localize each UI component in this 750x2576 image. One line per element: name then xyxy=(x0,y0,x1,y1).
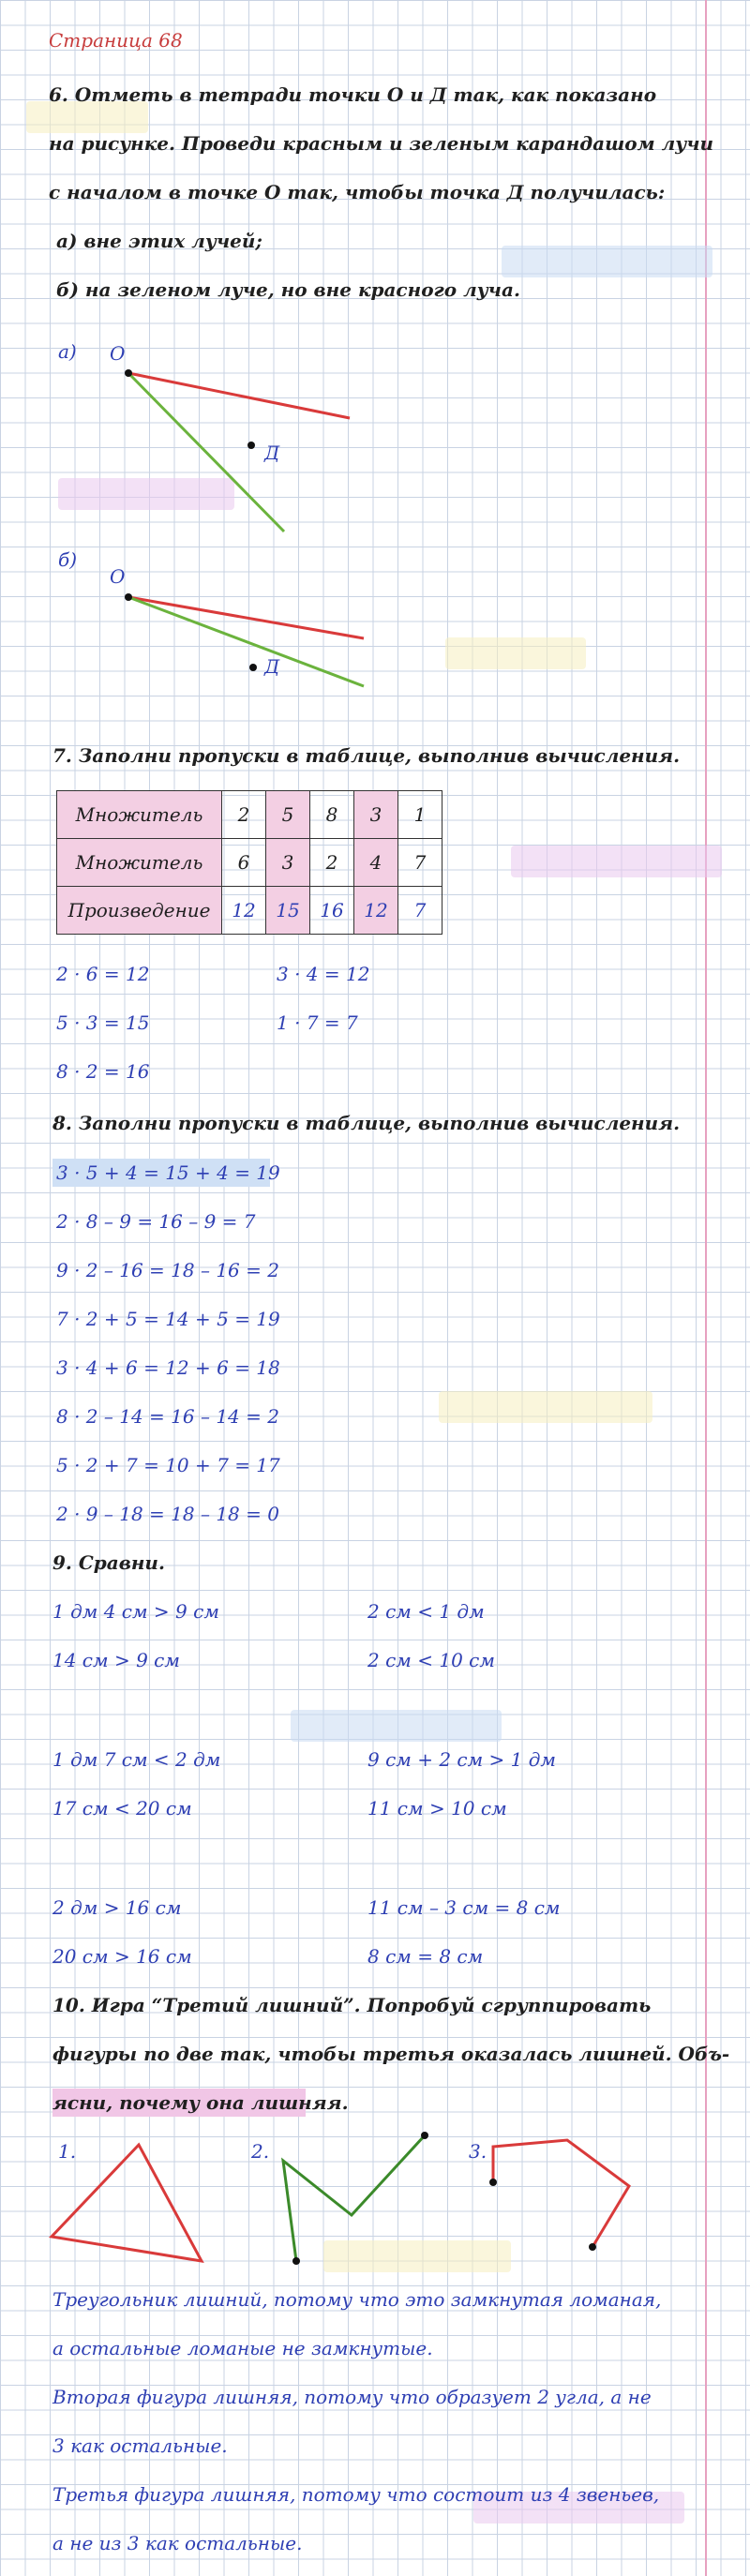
calc-line: 9 · 2 – 16 = 18 – 16 = 2 xyxy=(56,1259,279,1281)
table-cell: 3 xyxy=(266,839,310,887)
table-row xyxy=(57,839,442,887)
broken-line-figure-2 xyxy=(283,2135,425,2261)
compare-line: 2 см < 1 дм xyxy=(368,1600,485,1623)
broken-line-figure-3 xyxy=(493,2140,629,2247)
calc-line: 8 · 2 = 16 xyxy=(56,1060,150,1083)
calc-line: 8 · 2 – 14 = 16 – 14 = 2 xyxy=(56,1405,279,1428)
calc-line: 3 · 5 + 4 = 15 + 4 = 19 xyxy=(56,1161,280,1184)
multiplication-table xyxy=(56,790,442,935)
compare-line: 2 см < 10 см xyxy=(368,1649,495,1671)
row-label: Множитель xyxy=(57,791,222,839)
point-d xyxy=(249,664,257,671)
table-cell: 7 xyxy=(398,887,442,935)
table-cell: 7 xyxy=(398,839,442,887)
point-o xyxy=(125,593,132,601)
table-row xyxy=(57,791,442,839)
answer-line: Третья фигура лишняя, потому что состоит из 4 звеньев, xyxy=(52,2483,660,2506)
compare-line: 20 см > 16 см xyxy=(52,1945,192,1968)
table-cell: 2 xyxy=(222,791,266,839)
point-o-label: О xyxy=(110,565,126,588)
row-label: Множитель xyxy=(57,839,222,887)
red-ray xyxy=(128,597,364,638)
calc-line: 7 · 2 + 5 = 14 + 5 = 19 xyxy=(56,1308,280,1330)
task10-line3: ясни, почему она лишняя. xyxy=(52,2091,349,2114)
task9-title: 9. Сравни. xyxy=(52,1551,165,1574)
calc-line: 3 · 4 = 12 xyxy=(277,963,370,985)
task6-option-a: а) вне этих лучей; xyxy=(56,230,262,252)
task7-title: 7. Заполни пропуски в таблице, выполнив вычисления. xyxy=(52,744,681,767)
compare-line: 14 см > 9 см xyxy=(52,1649,180,1671)
task8-title: 8. Заполни пропуски в таблице, выполнив вычисления. xyxy=(52,1112,681,1134)
point-d-label: Д xyxy=(264,655,280,678)
compare-line: 9 см + 2 см > 1 дм xyxy=(368,1748,557,1771)
table-cell: 4 xyxy=(354,839,398,887)
compare-line: 8 см = 8 см xyxy=(368,1945,484,1968)
table-row xyxy=(57,887,442,935)
task10-line1: 10. Игра “Третий лишний”. Попробуй сгруппировать xyxy=(52,1994,652,2016)
compare-line: 1 дм 7 см < 2 дм xyxy=(52,1748,221,1771)
calc-line: 2 · 8 – 9 = 16 – 9 = 7 xyxy=(56,1210,256,1233)
row-label: Произведение xyxy=(57,887,222,935)
vertex-point xyxy=(589,2243,596,2251)
figure-b-label: б) xyxy=(58,548,78,571)
table-cell: 16 xyxy=(310,887,354,935)
table-cell: 12 xyxy=(354,887,398,935)
table-cell: 8 xyxy=(310,791,354,839)
vertex-point xyxy=(421,2132,428,2139)
green-ray xyxy=(128,373,284,532)
figure-2-label: 2. xyxy=(251,2140,270,2163)
point-o-label: О xyxy=(110,342,126,365)
red-ray xyxy=(128,373,350,418)
table-cell: 12 xyxy=(222,887,266,935)
figure-1-label: 1. xyxy=(58,2140,77,2163)
task6-option-b: б) на зеленом луче, но вне красного луча. xyxy=(56,278,520,301)
page-title: Страница 68 xyxy=(49,29,183,52)
calc-line: 5 · 3 = 15 xyxy=(56,1011,150,1034)
table-cell: 1 xyxy=(398,791,442,839)
calc-line: 2 · 6 = 12 xyxy=(56,963,150,985)
task6-line3: с началом в точке О так, чтобы точка Д получилась: xyxy=(49,181,666,203)
table-cell: 3 xyxy=(354,791,398,839)
calc-line: 5 · 2 + 7 = 10 + 7 = 17 xyxy=(56,1454,280,1476)
vertex-point xyxy=(489,2179,497,2186)
green-ray xyxy=(128,597,364,686)
task6-line1: 6. Отметь в тетради точки О и Д так, как показано xyxy=(49,83,657,106)
answer-line: а не из 3 как остальные. xyxy=(52,2532,303,2554)
calc-line: 1 · 7 = 7 xyxy=(277,1011,358,1034)
table-cell: 5 xyxy=(266,791,310,839)
task6-line2: на рисунке. Проведи красным и зеленым карандашом лучи xyxy=(49,132,714,155)
calc-line: 3 · 4 + 6 = 12 + 6 = 18 xyxy=(56,1356,280,1379)
compare-line: 1 дм 4 см > 9 см xyxy=(52,1600,219,1623)
table-cell: 6 xyxy=(222,839,266,887)
figure-3-label: 3. xyxy=(469,2140,488,2163)
answer-line: 3 как остальные. xyxy=(52,2434,228,2457)
calc-line: 2 · 9 – 18 = 18 – 18 = 0 xyxy=(56,1503,279,1525)
answer-line: а остальные ломаные не замкнутые. xyxy=(52,2337,433,2359)
compare-line: 11 см – 3 см = 8 см xyxy=(368,1896,561,1919)
table-cell: 2 xyxy=(310,839,354,887)
point-o xyxy=(125,369,132,377)
point-d xyxy=(248,442,255,449)
task10-line2: фигуры по две так, чтобы третья оказалась лишней. Объ- xyxy=(52,2043,730,2065)
point-d-label: Д xyxy=(264,442,280,464)
table-cell: 15 xyxy=(266,887,310,935)
vertex-point xyxy=(292,2257,300,2265)
compare-line: 2 дм > 16 см xyxy=(52,1896,182,1919)
figure-a-label: а) xyxy=(58,340,77,363)
compare-line: 17 см < 20 см xyxy=(52,1797,192,1820)
compare-line: 11 см > 10 см xyxy=(368,1797,507,1820)
answer-line: Вторая фигура лишняя, потому что образует 2 угла, а не xyxy=(52,2386,652,2408)
answer-line: Треугольник лишний, потому что это замкнутая ломаная, xyxy=(52,2288,662,2311)
